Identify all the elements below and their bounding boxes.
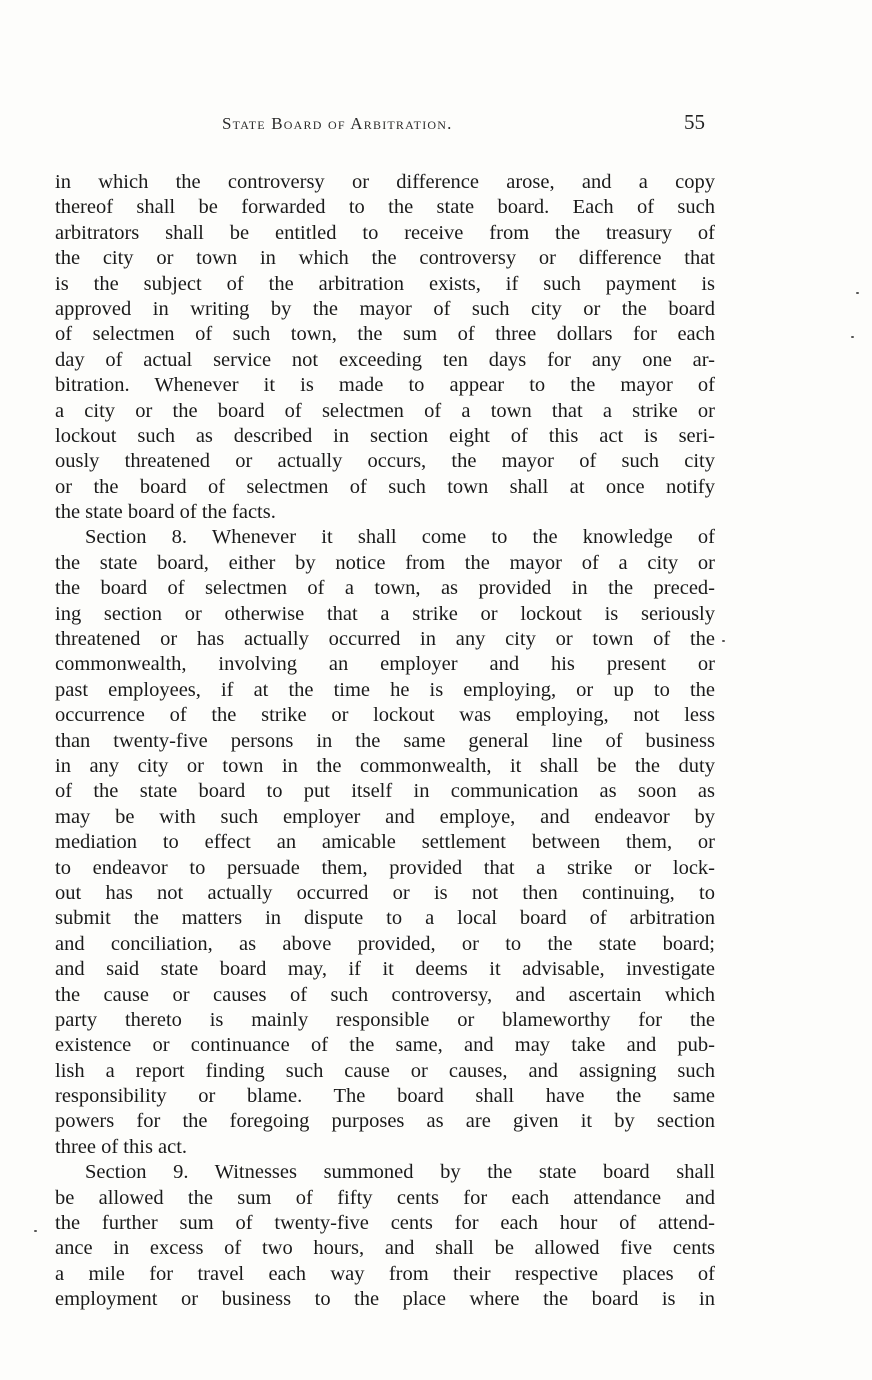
text-line: the cause or causes of such controversy, and ascertain which xyxy=(55,983,715,1006)
text-line: may be with such employer and employe, and endeavor by xyxy=(55,805,715,828)
text-line: of the state board to put itself in communication as soon as xyxy=(55,780,715,803)
text-line: the city or town in which the controversy or difference that xyxy=(55,247,715,270)
paragraph-continuation xyxy=(55,170,715,525)
body-text xyxy=(55,170,715,1313)
text-line: than twenty-five persons in the same general line of business xyxy=(55,729,715,752)
text-line: and said state board may, if it deems it advisable, investigate xyxy=(55,958,715,981)
text-line: the state board of the facts. xyxy=(55,501,276,524)
text-line: or the board of selectmen of such town shall at once notify xyxy=(55,475,715,498)
text-line: responsibility or blame. The board shall have the same xyxy=(55,1085,715,1108)
text-line: in any city or town in the commonwealth, it shall be the duty xyxy=(55,754,715,777)
text-line: past employees, if at the time he is employing, or up to the xyxy=(55,678,715,701)
text-line: mediation to effect an amicable settlement between them, or xyxy=(55,831,715,854)
text-line: commonwealth, involving an employer and his present or xyxy=(55,653,715,676)
text-line: threatened or has actually occurred in any city or town of the xyxy=(55,628,715,651)
scan-speck xyxy=(34,1230,37,1232)
scan-speck xyxy=(851,336,854,338)
text-line: out has not actually occurred or is not then continuing, to xyxy=(55,881,715,904)
text-line: employment or business to the place where the board is in xyxy=(55,1288,715,1311)
text-line: ously threatened or actually occurs, the mayor of such city xyxy=(55,450,715,473)
text-line: day of actual service not exceeding ten days for any one ar- xyxy=(55,348,715,371)
scan-speck xyxy=(722,640,725,642)
text-line: and conciliation, as above provided, or to the state board; xyxy=(55,932,715,955)
text-line: arbitrators shall be entitled to receive from the treasury of xyxy=(55,221,715,244)
text-line: thereof shall be forwarded to the state board. Each of such xyxy=(55,196,715,219)
text-line: bitration. Whenever it is made to appear to the mayor of xyxy=(55,374,715,397)
text-line: to endeavor to persuade them, provided that a strike or lock- xyxy=(55,856,715,879)
text-line: party thereto is mainly responsible or blameworthy for the xyxy=(55,1008,715,1031)
text-line: be allowed the sum of fifty cents for each attendance and xyxy=(55,1186,715,1209)
text-line: existence or continuance of the same, and may take and pub- xyxy=(55,1034,715,1057)
text-line: the board of selectmen of a town, as provided in the preced- xyxy=(55,577,715,600)
page-number: 55 xyxy=(684,110,705,134)
text-line: a city or the board of selectmen of a town that a strike or xyxy=(55,399,715,422)
text-line: in which the controversy or difference arose, and a copy xyxy=(55,171,715,193)
text-line: Section 8. Whenever it shall come to the knowledge of xyxy=(85,526,715,549)
text-line: lockout such as described in section eight of this act is seri- xyxy=(55,424,715,447)
text-line: ing section or otherwise that a strike or lockout is seriously xyxy=(55,602,715,625)
scan-speck xyxy=(856,292,859,294)
text-line: approved in writing by the mayor of such city or the board xyxy=(55,297,715,320)
text-line: ance in excess of two hours, and shall be allowed five cents xyxy=(55,1237,715,1260)
text-line: lish a report finding such cause or causes, and assigning such xyxy=(55,1059,715,1082)
paragraph-section-9 xyxy=(55,1160,715,1312)
text-line: a mile for travel each way from their respective places of xyxy=(55,1262,715,1285)
text-line: the state board, either by notice from the mayor of a city or xyxy=(55,551,715,574)
text-line: powers for the foregoing purposes as are given it by section xyxy=(55,1110,715,1133)
text-line: submit the matters in dispute to a local board of arbitration xyxy=(55,907,715,930)
text-line: three of this act. xyxy=(55,1135,188,1158)
running-head: State Board of Arbitration. xyxy=(222,114,453,133)
text-line: Section 9. Witnesses summoned by the state board shall xyxy=(85,1161,715,1184)
paragraph-section-8 xyxy=(55,525,715,1160)
text-line: occurrence of the strike or lockout was employing, not less xyxy=(55,704,715,727)
text-line: of selectmen of such town, the sum of three dollars for each xyxy=(55,323,715,346)
text-line: the further sum of twenty-five cents for each hour of attend- xyxy=(55,1212,715,1235)
text-line: is the subject of the arbitration exists, if such payment is xyxy=(55,272,715,295)
